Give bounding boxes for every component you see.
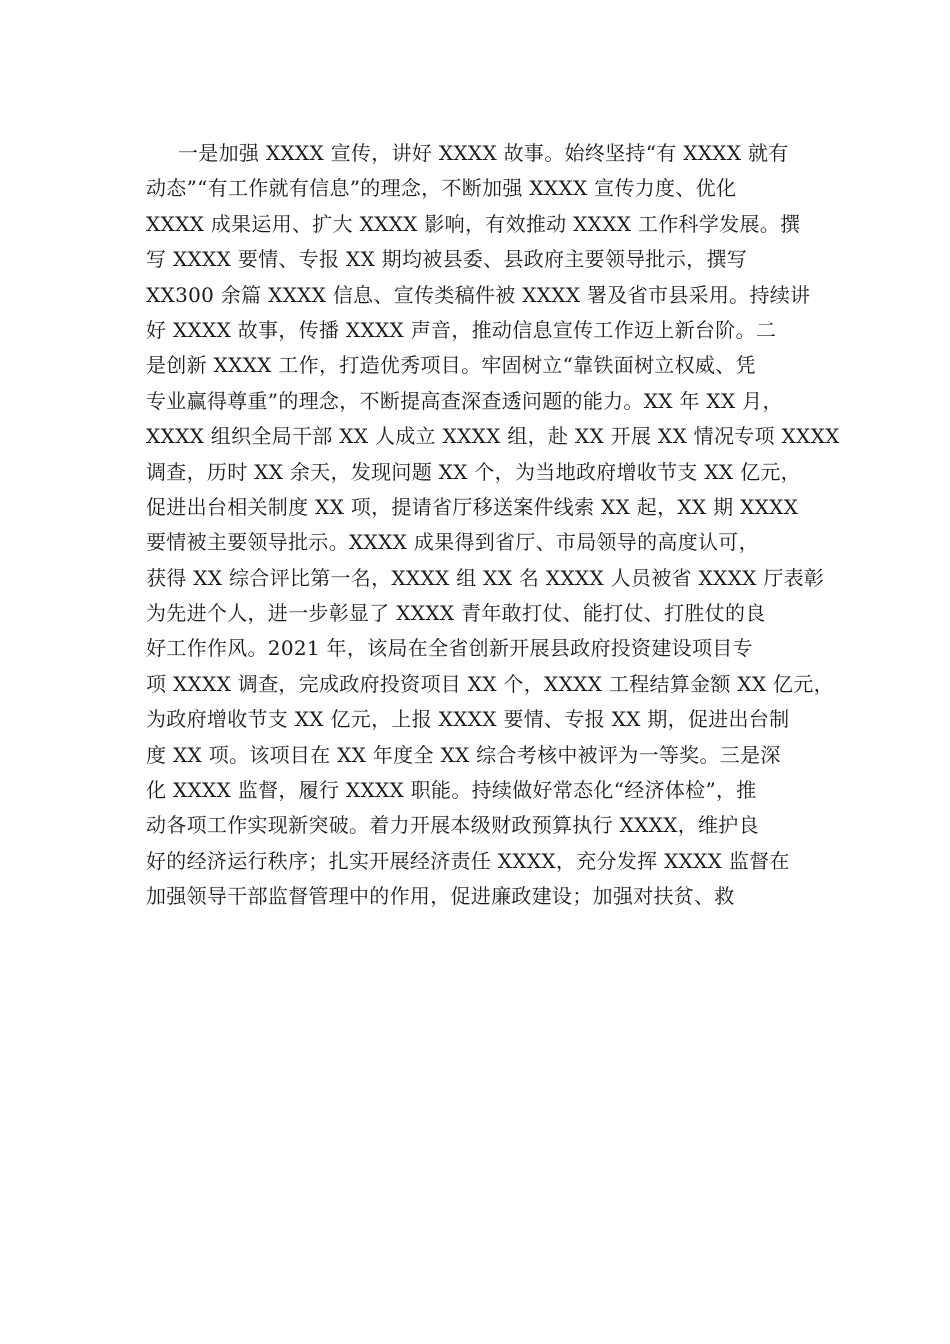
- text-line: 为先进个人，进一步彰显了 XXXX 青年敢打仗、能打仗、打胜仗的良: [146, 601, 766, 626]
- text-line: 好 XXXX 故事，传播 XXXX 声音，推动信息宣传工作迈上新台阶。二: [146, 317, 777, 342]
- text-line: 好的经济运行秩序；扎实开展经济责任 XXXX，充分发挥 XXXX 监督在: [146, 848, 790, 873]
- text-line: XXXX 组织全局干部 XX 人成立 XXXX 组，赴 XX 开展 XX 情况专项 XXXX: [146, 424, 840, 449]
- text-line: 动各项工作实现新突破。着力开展本级财政预算执行 XXXX，维护良: [146, 813, 759, 838]
- body-paragraph: [146, 136, 840, 915]
- text-line: 一是加强 XXXX 宣传，讲好 XXXX 故事。始终坚持“有 XXXX 就有: [178, 141, 789, 165]
- text-line: 动态”“有工作就有信息”的理念，不断加强 XXXX 宣传力度、优化: [146, 176, 737, 201]
- text-line: XXXX 成果运用、扩大 XXXX 影响，有效推动 XXXX 工作科学发展。撰: [146, 211, 801, 236]
- text-line: 好工作作风。2021 年，该局在全省创新开展县政府投资建设项目专: [146, 636, 753, 661]
- text-line: 为政府增收节支 XX 亿元，上报 XXXX 要情、专报 XX 期，促进出台制: [146, 707, 790, 732]
- text-line: 专业赢得尊重”的理念，不断提高查深查透问题的能力。XX 年 XX 月，: [146, 388, 783, 413]
- text-line: 促进出台相关制度 XX 项，提请省厅移送案件线索 XX 起，XX 期 XXXX: [146, 494, 799, 519]
- text-line: 加强领导干部监督管理中的作用，促进廉政建设；加强对扶贫、救: [146, 884, 735, 909]
- text-line: 项 XXXX 调查，完成政府投资项目 XX 个，XXXX 工程结算金额 XX 亿元，: [146, 671, 834, 696]
- text-line: 调查，历时 XX 余天，发现问题 XX 个，为当地政府增收节支 XX 亿元，: [146, 459, 801, 484]
- text-line: 获得 XX 综合评比第一名，XXXX 组 XX 名 XXXX 人员被省 XXXX 厅表彰: [146, 565, 825, 590]
- text-line: 化 XXXX 监督，履行 XXXX 职能。持续做好常态化“经济体检”，推: [146, 778, 757, 803]
- text-line: 写 XXXX 要情、专报 XX 期均被县委、县政府主要领导批示，撰写: [146, 247, 748, 272]
- text-line: 度 XX 项。该项目在 XX 年度全 XX 综合考核中被评为一等奖。三是深: [146, 742, 781, 767]
- text-line: XX300 余篇 XXXX 信息、宣传类稿件被 XXXX 署及省市县采用。持续讲: [146, 282, 811, 307]
- text-line: 要情被主要领导批示。XXXX 成果得到省厅、市局领导的高度认可，: [146, 530, 759, 555]
- text-line: 是创新 XXXX 工作，打造优秀项目。牢固树立“靠铁面树立权威、凭: [146, 353, 756, 378]
